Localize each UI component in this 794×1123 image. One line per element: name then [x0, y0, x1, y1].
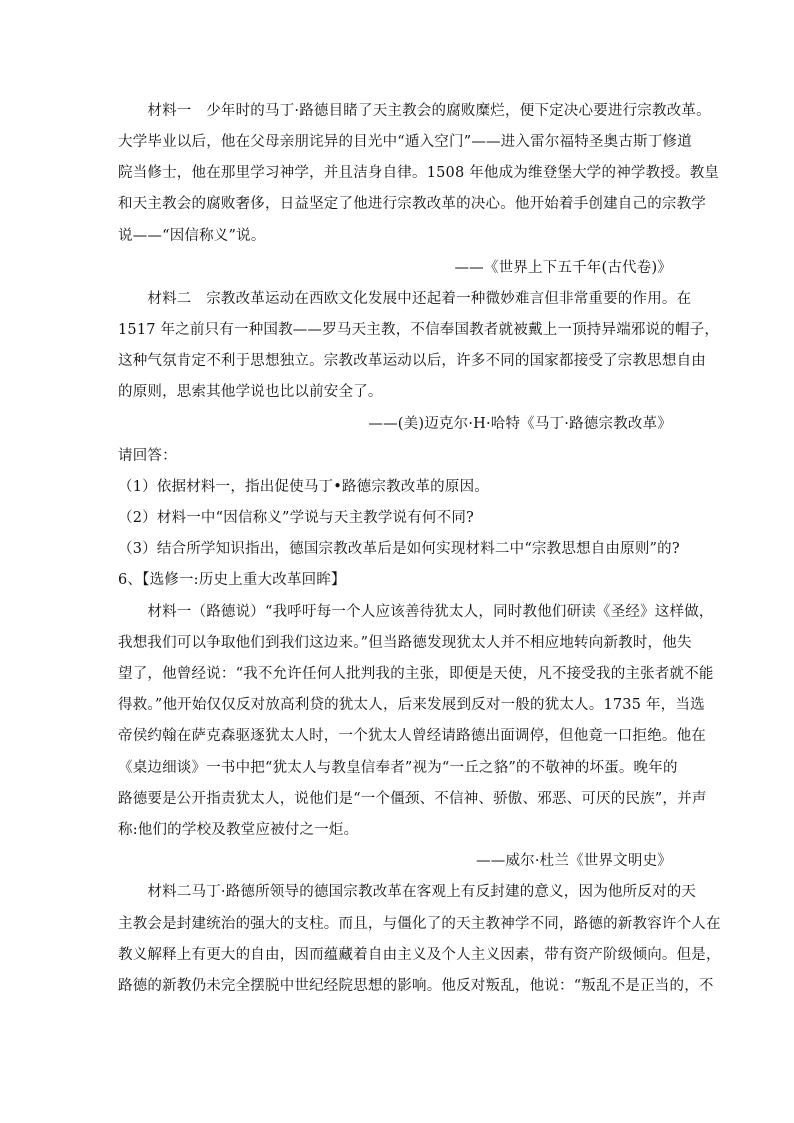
paragraph-line: 材料二马丁·路德所领导的德国宗教改革在客观上有反封建的意义，因为他所反对的天 — [118, 884, 697, 900]
question-item: （3）结合所学知识指出，德国宗教改革后是如何实现材料二中“宗教思想自由原则”的? — [118, 541, 680, 557]
source-citation: ——威尔·杜兰《世界文明史》 — [476, 853, 672, 869]
paragraph-line: 这种气氛肯定不利于思想独立。宗教改革运动以后，许多不同的国家都接受了宗教思想自由 — [118, 353, 706, 369]
source-citation: ——《世界上下五千年(古代卷)》 — [454, 260, 672, 276]
paragraph-line: 《桌边细谈》一书中把“犹太人与教皇信奉者”视为“一丘之貉”的不敬神的坏蛋。晚年的 — [118, 760, 678, 776]
paragraph-line: 路德的新教仍未完全摆脱中世纪经院思想的影响。他反对叛乱，他说：“叛乱不是正当的，不 — [118, 978, 714, 994]
paragraph-line: 得救。”他开始仅仅反对放高利贷的犹太人，后来发展到反对一般的犹太人。1735 年，当选 — [118, 697, 705, 713]
paragraph-line: 教义解释上有更大的自由，因而蕴藏着自由主义及个人主义因素，带有资产阶级倾向。但是， — [118, 947, 721, 963]
paragraph-line: 的原则，思索其他学说也比以前安全了。 — [118, 384, 383, 400]
question-prompt: 请回答： — [118, 448, 177, 464]
paragraph-line: 和天主教会的腐败奢侈，日益坚定了他进行宗教改革的决心。他开始着手创建自己的宗教学 — [118, 196, 706, 212]
question-item: （1）依据材料一，指出促使马丁•路德宗教改革的原因。 — [118, 479, 489, 495]
paragraph-line: 材料一（路德说）“我呼吁每一个人应该善待犹太人，同时教他们研读《圣经》这样做， — [118, 604, 714, 620]
paragraph-line: 大学毕业以后，他在父母亲朋诧异的目光中“遁入空门”——进入雷尔福特圣奥古斯丁修道 — [118, 134, 692, 150]
paragraph-line: 称:他们的学校及教堂应被付之一炬。 — [118, 822, 359, 838]
paragraph-line: 我想我们可以争取他们到我们这边来。”但当路德发现犹太人并不相应地转向新教时，他失 — [118, 635, 692, 651]
paragraph-line: 院当修士，他在那里学习神学，并且洁身自律。1508 年他成为维登堡大学的神学教授。教皇 — [118, 165, 720, 181]
paragraph-line: 说——“因信称义”说。 — [118, 228, 266, 244]
paragraph-line: 主教会是封建统治的强大的支柱。而且，与僵化了的天主教神学不同，路德的新教容许个人在 — [118, 916, 721, 932]
paragraph-line: 材料一 少年时的马丁·路德目睹了天主教会的腐败糜烂，便下定决心要进行宗教改革。 — [118, 103, 711, 119]
question-item: （2）材料一中“因信称义”学说与天主教学说有何不同? — [118, 510, 475, 526]
paragraph-line: 帝侯约翰在萨克森驱逐犹太人时，一个犹太人曾经请路德出面调停，但他竟一口拒绝。他在 — [118, 728, 706, 744]
paragraph-line: 材料二 宗教改革运动在西欧文化发展中还起着一种微妙难言但非常重要的作用。在 — [118, 291, 692, 307]
source-citation: ——(美)迈克尔·H·哈特《马丁·路德宗教改革》 — [368, 416, 672, 432]
paragraph-line: 1517 年之前只有一种国教——罗马天主教，不信奉国教者就被戴上一顶持异端邪说的帽子， — [118, 322, 720, 338]
section-heading: 6、【选修一:历史上重大改革回眸】 — [118, 572, 346, 588]
paragraph-line: 望了，他曾经说：“我不允许任何人批判我的主张，即便是天使，凡不接受我的主张者就不能 — [118, 666, 714, 682]
paragraph-line: 路德要是公开指责犹太人，说他们是“一个僵颈、不信神、骄傲、邪恶、可厌的民族”，并声 — [118, 791, 707, 807]
